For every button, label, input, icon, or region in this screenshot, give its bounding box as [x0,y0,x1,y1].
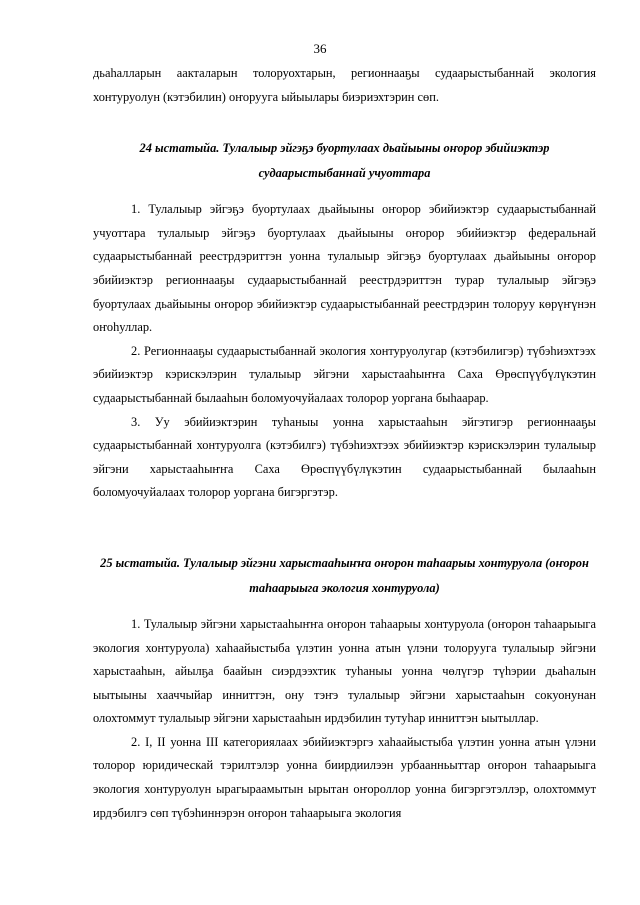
article-25-paragraph-1: 1. Тулалыыр эйгэни харыстааһыҥҥа оҥорон таһаарыы хонтуруола (оҥорон таһаарыыга экология хонтуруола) хаһаайыстыба үлэтин уонна атын үлэни толорууга тулалыыр эйгэни харыстааһын, айылҕа баайын сиэрдээхтик туһаныы уонна чөлүгэр түһэрии дьаһалын ыытыыны хааччыйар инниттэн, ону тэҥэ тулалыыр эйгэни харыстааһын сокуонунан олохтоммут тулалыыр эйгэни харыстааһын ирдэбилин тутуһар инниттэн ыытыллар. [93,616,596,726]
spacer [93,109,596,136]
article-25-paragraph-2: 2. I, II уонна III категориялаах эбийиэктэргэ хаһаайыстыба үлэтин уонна атын үлэни толорор юридическай тэрилтэлэр уонна биирдиилээн урбаанньыттар оҥорон таһаарыыга экология хонтуруолун ырагыраамытын ырытан оҥороллор уонна бигэргэтэллэр, олохтоммут ирдэбилгэ сөп түбэһиннэрэн оҥорон таһаарыыга экология [93,734,596,820]
article-24-paragraph-1: 1. Тулалыыр эйгэҕэ буортулаах дьайыыны оҥорор эбийиэктэр судаарыстыбаннай учуоттара тулалыыр эйгэҕэ буортулаах дьайыыны оҥорор эбийиэктэр федеральнай судаарыстыбаннай реестрдэриттэн уонна тулалыыр эйгэҕэ буортулаах дьайыыны оҥорор эбийиэктэр регионнааҕы судаарыстыбаннай реестрдэриттэн турар тулалыыр эйгэҕэ буортулаах дьайыыны оҥорор эбийиэктэр судаарыстыбаннай реестрдэрин толоруу көрүҥүнэн оҥоһуллар. [93,202,596,335]
spacer [93,505,596,551]
page-number: 36 [313,41,327,56]
article-24-title: 24 ыстатыйа. Тулалыыр эйгэҕэ буортулаах дьайыыны оҥорор эбийиэктэр судаарыстыбаннай учуоттара [139,141,550,181]
intro-paragraph: дьаһалларын аакталарын толоруохтарын, регионнааҕы судаарыстыбаннай экология хонтуруолун (кэтэбилин) оҥорууга ыйыылары биэриэхтэрин сөп. [93,66,596,104]
article-25-title: 25 ыстатыйа. Тулалыыр эйгэни харыстааһыҥҥа оҥорон таһаарыы хонтуруола (оҥорон таһаарыыга экология хонтуруола) [100,555,589,595]
document-body [93,62,596,825]
spacer [93,186,596,198]
article-24-paragraph-2: 2. Регионнааҕы судаарыстыбаннай экология хонтуруолугар (кэтэбилигэр) түбэһиэхтээх эбийиэктэр кэрискэлэрин тулалыыр эйгэни харыстааһыҥҥа Саха Өрөспүүбүлүкэтин судаарыстыбаннай былааһын боломуочуйалаах толорор уоргана быһаарар. [93,343,596,405]
spacer [93,601,596,613]
article-24-paragraph-3: 3. Уу эбийиэктэрин туһаныы уонна харыстааһын эйгэтигэр регионнааҕы судаарыстыбаннай хонтуруолга (кэтэбилгэ) түбэһиэхтээх эбийиэктэр кэрискэлэрин тулалыыр эйгэни харыстааһыҥҥа Саха Өрөспүүбүлүкэтин судаарыстыбаннай былааһын боломуочуйалаах толорор уоргана бигэргэтэр. [93,414,596,500]
